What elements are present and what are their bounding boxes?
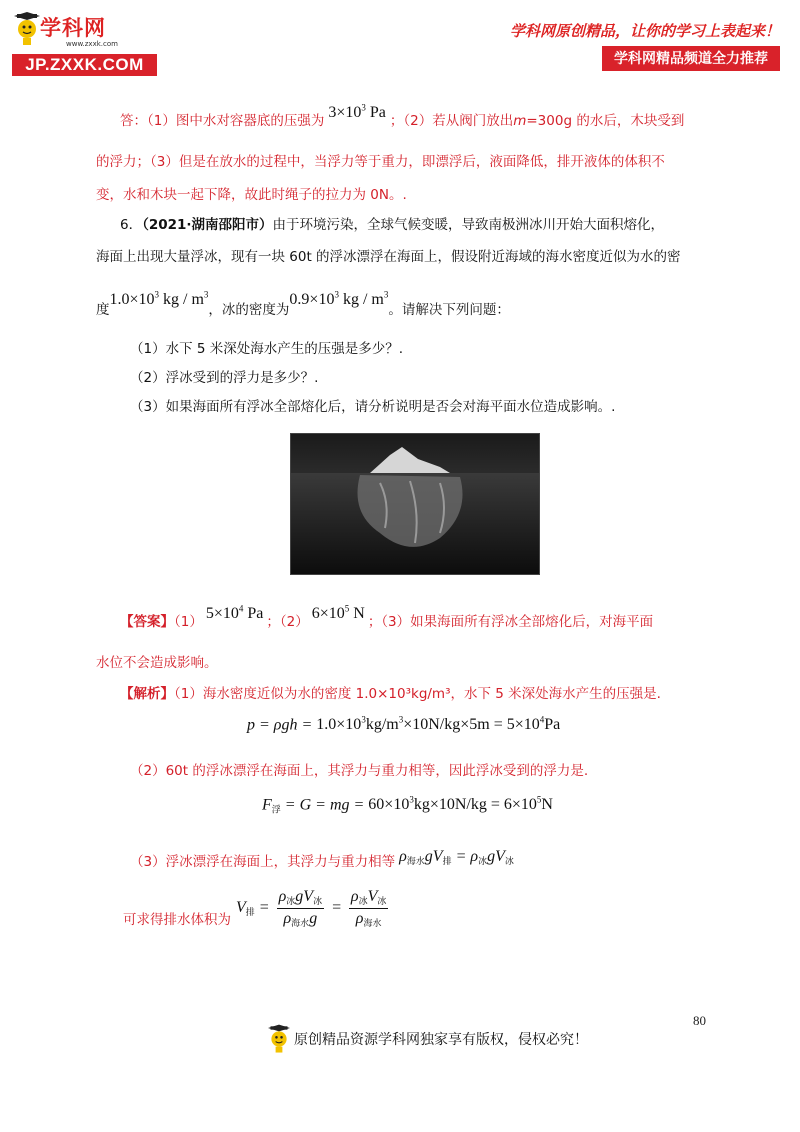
iceberg-photo bbox=[290, 433, 540, 575]
analysis-text-1: （1）海水密度近似为水的密度 1.0×10³kg/m³，水下 5 米深处海水产生的压强是. bbox=[174, 686, 661, 702]
mascot-icon bbox=[14, 12, 40, 46]
question-text-3c: 。请解决下列问题： bbox=[388, 302, 510, 318]
fraction-1: $\frac{\rho_冰gV_冰}{\rho_{海水}g}$ bbox=[278, 888, 323, 928]
question-number: 6． bbox=[120, 217, 143, 233]
sub-fu: 浮 bbox=[271, 804, 281, 815]
sub-pai-1: 排 bbox=[442, 856, 452, 866]
zxxk-logo bbox=[12, 12, 162, 76]
mascot-icon bbox=[268, 1024, 290, 1054]
prev-answer-line2: 的浮力；（3）但是在放水的过程中，当浮力等于重力，即漂浮后，液面降低，排开液体的体积不 bbox=[96, 154, 665, 170]
question-text-1: 由于环境污染，全球气候变暖，导致南极洲冰川开始大面积熔化， bbox=[272, 217, 665, 233]
question-text-3a: 度 bbox=[96, 302, 110, 318]
equation-buoyancy: $F_浮 = G$ = mg = $60\times 10^3kg\times 10N/kg = 6\times 10^5N$ bbox=[262, 795, 553, 815]
formula-answer-pressure: $5\times 10^4$ Pa bbox=[205, 603, 264, 622]
question-source: （2021·湖南邵阳市） bbox=[142, 217, 273, 233]
question-line1 bbox=[120, 213, 664, 233]
page-number: 80 bbox=[693, 1013, 706, 1028]
analysis-line2: （2）60t 的浮冰漂浮在海面上，其浮力与重力相等，因此浮冰受到的浮力是. bbox=[130, 763, 589, 779]
sub-bing-4: 冰 bbox=[313, 896, 323, 906]
equation-displaced-volume: $V_排$ = $\frac{\rho_冰gV_冰}{\rho_{海水}g}$ = $\frac{\rho_冰V_冰}{\rho_{海水}}$ bbox=[236, 888, 387, 928]
equation-pressure: $p = \rho gh = 1.0\times 10^3kg/m^3\times 10N/kg\times 5m = 5\times 10^4Pa$ bbox=[247, 715, 561, 734]
sub-bing-1: 冰 bbox=[478, 856, 488, 866]
answer-part-2: ；（2） bbox=[266, 614, 309, 630]
sub-bing-6: 冰 bbox=[377, 896, 387, 906]
prev-answer-var-m: m bbox=[513, 113, 527, 129]
question-item-1: （1）水下 5 米深处海水产生的压强是多少？. bbox=[130, 341, 404, 357]
question-text-3b: ，冰的密度为 bbox=[208, 302, 290, 318]
sub-haishui-2: 海水 bbox=[291, 918, 310, 928]
header-slogan: 学科网原创精品，让你的学习上表起来！ bbox=[509, 22, 780, 40]
sub-haishui-3: 海水 bbox=[363, 918, 382, 928]
question-line2: 海面上出现大量浮冰，现有一块 60t 的浮冰漂浮在海面上，假设附近海域的海水密度近似为水的密 bbox=[96, 249, 681, 265]
answer-part-3: ；（3）如果海面所有浮冰全部熔化后，对海平面 bbox=[367, 614, 654, 630]
logo-title: 学科网 bbox=[40, 16, 106, 40]
sub-bing-2: 冰 bbox=[504, 856, 514, 866]
analysis-text-3: （3）浮冰漂浮在海面上，其浮力与重力相等 bbox=[130, 854, 396, 870]
analysis-tag: 【解析】 bbox=[120, 686, 174, 702]
answer-line1 bbox=[120, 603, 654, 631]
analysis-line1 bbox=[120, 682, 661, 702]
answer-part-1: （1） bbox=[174, 614, 203, 630]
formula-pressure-3e3: $3\times 10^3$ Pa bbox=[328, 102, 386, 121]
analysis-line4: 可求得排水体积为 bbox=[123, 912, 231, 928]
answer-line2: 水位不会造成影响。 bbox=[96, 655, 218, 671]
prev-answer-text-a: 答：（1）图中水对容器底的压强为 bbox=[120, 113, 325, 129]
prev-answer-text-b: ；（2）若从阀门放出 bbox=[389, 113, 514, 129]
logo-domain: www.zxxk.com bbox=[66, 40, 118, 48]
sub-bing-5: 冰 bbox=[358, 896, 368, 906]
equation-float-balance: $\rho_{海水}gV_排 = \rho_冰gV_冰$ bbox=[399, 848, 514, 866]
logo-url-banner: JP.ZXXK.COM bbox=[12, 54, 157, 76]
formula-ice-density: $0.9\times 10^3$ kg / $m^3$ bbox=[289, 289, 389, 308]
header-recommend-banner: 学科网精品频道全力推荐 bbox=[602, 46, 780, 71]
answer-tag: 【答案】 bbox=[120, 614, 174, 630]
fraction-2: $\frac{\rho_冰V_冰}{\rho_{海水}}$ bbox=[350, 888, 387, 928]
question-item-3: （3）如果海面所有浮冰全部熔化后，请分析说明是否会对海平面水位造成影响。. bbox=[130, 399, 616, 415]
copyright-text: 原创精品资源学科网独家享有版权，侵权必究！ bbox=[294, 1032, 588, 1048]
sub-bing-3: 冰 bbox=[286, 896, 296, 906]
sub-haishui-1: 海水 bbox=[406, 856, 425, 866]
question-line3 bbox=[96, 289, 510, 319]
prev-answer-line1 bbox=[120, 102, 685, 130]
formula-seawater-density: $1.0\times 10^3$ kg / $m^3$ bbox=[109, 289, 209, 308]
prev-answer-line3: 变，水和木块一起下降，故此时绳子的拉力为 0N。. bbox=[96, 187, 407, 203]
sub-pai-2: 排 bbox=[245, 907, 255, 918]
analysis-line3 bbox=[130, 850, 514, 872]
footer bbox=[268, 1024, 588, 1054]
question-item-2: （2）浮冰受到的浮力是多少？. bbox=[130, 370, 319, 386]
formula-answer-buoyancy: $6\times 10^5$ N bbox=[311, 603, 365, 622]
prev-answer-text-c: =300g 的水后，木块受到 bbox=[526, 113, 685, 129]
